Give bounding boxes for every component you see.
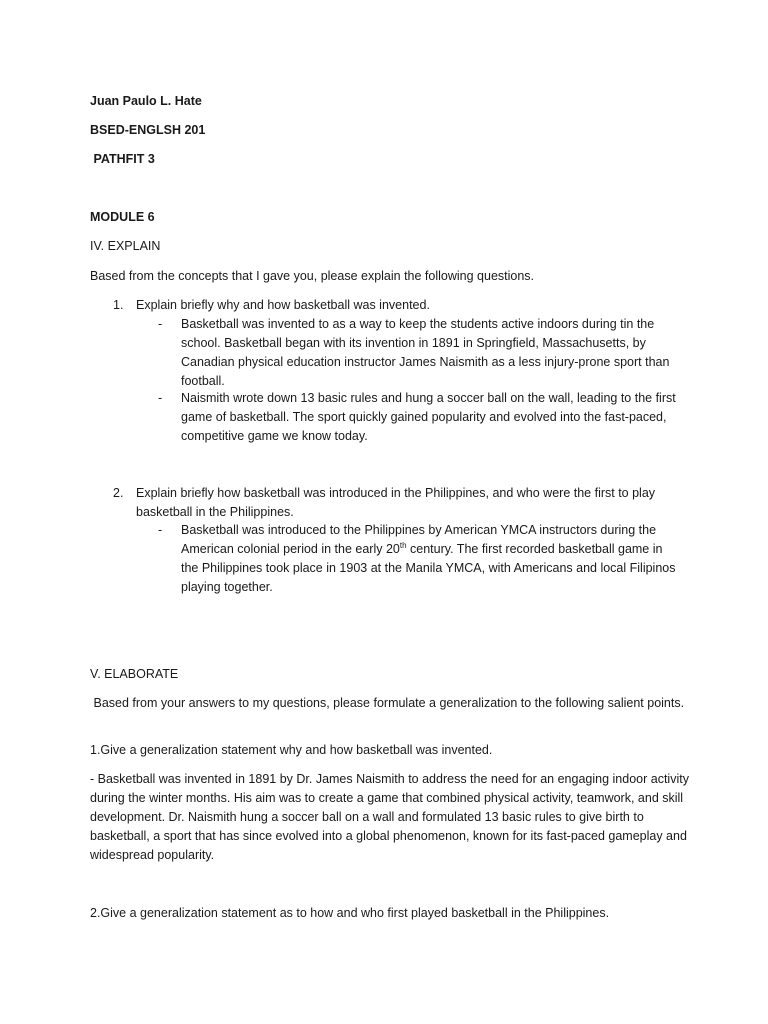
bullet-marker: - <box>158 391 163 405</box>
question-1-number: 1. <box>113 298 124 312</box>
ordinal-suffix: th <box>399 540 407 550</box>
question-2-number: 2. <box>113 486 124 500</box>
course-code: BSED-ENGLSH 201 <box>90 123 206 137</box>
elaborate-question-2: 2.Give a generalization statement as to how and who first played basketball in the Philippines. <box>90 906 610 920</box>
bullet-marker: - <box>158 317 163 331</box>
question-1-text: Explain briefly why and how basketball was invented. <box>136 298 430 312</box>
question-2-answer <box>181 521 681 597</box>
question-2-text: Explain briefly how basketball was introduced in the Philippines, and who were the first to play basketball in the Philippines. <box>136 486 656 519</box>
answer-text-part: Basketball was introduced to the Philippines by American YMCA instructors during the American colonial period in the early 20 <box>181 523 657 556</box>
bullet-marker: - <box>158 523 163 537</box>
elaborate-question-1: 1.Give a generalization statement why and how basketball was invented. <box>90 743 493 757</box>
question-1-answer-2: Naismith wrote down 13 basic rules and hung a soccer ball on the wall, leading to the first game of basketball. The sport quickly gained popularity and evolved into the fast-paced, competitive game we know today. <box>181 391 676 443</box>
elaborate-instruction: Based from your answers to my questions, please formulate a generalization to the following salient points. <box>90 696 685 710</box>
answer-text-part: century. The first recorded basketball game in the Philippines took place in 1903 at the Manila YMCA, with Americans and local Filipinos playing together. <box>181 542 676 594</box>
student-name: Juan Paulo L. Hate <box>90 94 202 108</box>
question-1-answer-1: Basketball was invented to as a way to keep the students active indoors during tin the school. Basketball began with its invention in 1891 in Springfield, Massachusetts, by Canadian physical education instructor James Naismith as a less injury-prone sport than football. <box>181 317 670 388</box>
subject-name: PATHFIT 3 <box>90 152 155 166</box>
explain-instruction: Based from the concepts that I gave you, please explain the following questions. <box>90 269 535 283</box>
explain-heading: IV. EXPLAIN <box>90 239 161 253</box>
module-title: MODULE 6 <box>90 210 155 224</box>
elaborate-answer-1: - Basketball was invented in 1891 by Dr. James Naismith to address the need for an engaging indoor activity during the winter months. His aim was to create a game that combined physical activity, teamwork, and skill development. Dr. Naismith hung a soccer ball on a wall and formulated 13 basic rules to give birth to basketball, a sport that has since evolved into a global phenomenon, known for its fast-paced gameplay and widespread popularity. <box>90 772 689 862</box>
elaborate-heading: V. ELABORATE <box>90 667 179 681</box>
